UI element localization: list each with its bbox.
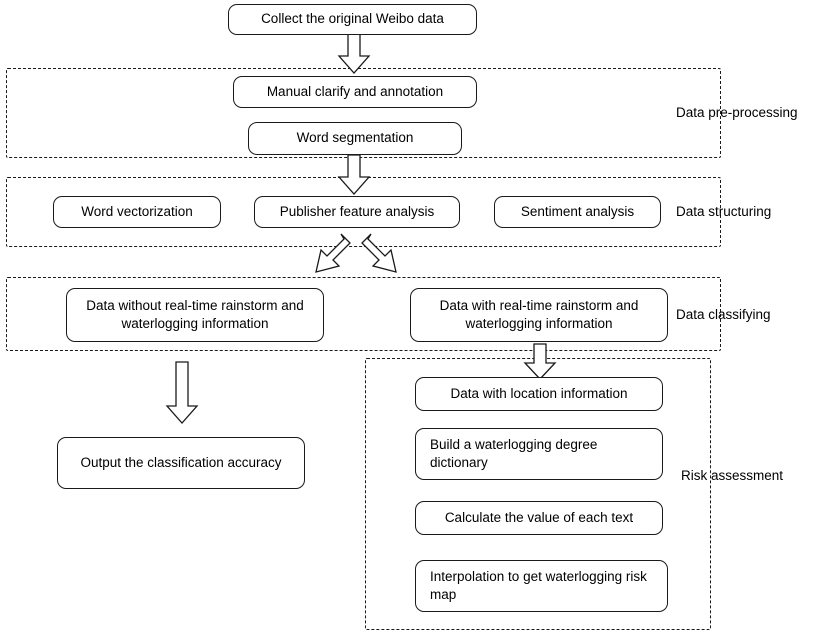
group-label-risk-assessment: Risk assessment: [681, 468, 784, 483]
node-publisher-feature-analysis[interactable]: Publisher feature analysis: [254, 196, 460, 228]
node-calculate-value-of-each-text[interactable]: Calculate the value of each text: [415, 501, 663, 535]
node-data-with-location-information[interactable]: Data with location information: [415, 377, 663, 411]
node-data-with-rainstorm-info[interactable]: Data with real-time rainstorm and waterlogging information: [410, 288, 668, 342]
arrow-wordseg-to-structuring: [338, 155, 370, 195]
node-collect-original-weibo-data[interactable]: Collect the original Weibo data: [228, 4, 477, 35]
group-label-data-classifying: Data classifying: [676, 307, 771, 322]
node-manual-clarify-and-annotation[interactable]: Manual clarify and annotation: [233, 76, 477, 108]
arrow-without-to-output: [166, 362, 198, 424]
node-word-vectorization[interactable]: Word vectorization: [53, 196, 221, 228]
node-build-waterlogging-degree-dictionary[interactable]: Build a waterlogging degree dictionary: [415, 428, 663, 480]
arrow-collect-to-manual: [338, 34, 370, 74]
node-output-classification-accuracy[interactable]: Output the classification accuracy: [57, 437, 305, 489]
group-label-data-structuring: Data structuring: [676, 204, 772, 219]
node-interpolation-waterlogging-risk-map[interactable]: Interpolation to get waterlogging risk map: [415, 560, 668, 612]
arrow-publisher-to-with: [358, 232, 418, 288]
group-label-data-pre-processing: Data pre-processing: [676, 105, 798, 120]
node-data-without-rainstorm-info[interactable]: Data without real-time rainstorm and waterlogging information: [66, 288, 324, 342]
arrow-publisher-to-without: [296, 232, 354, 288]
node-word-segmentation[interactable]: Word segmentation: [248, 122, 462, 155]
node-sentiment-analysis[interactable]: Sentiment analysis: [494, 196, 661, 228]
arrow-with-to-location: [524, 344, 556, 380]
